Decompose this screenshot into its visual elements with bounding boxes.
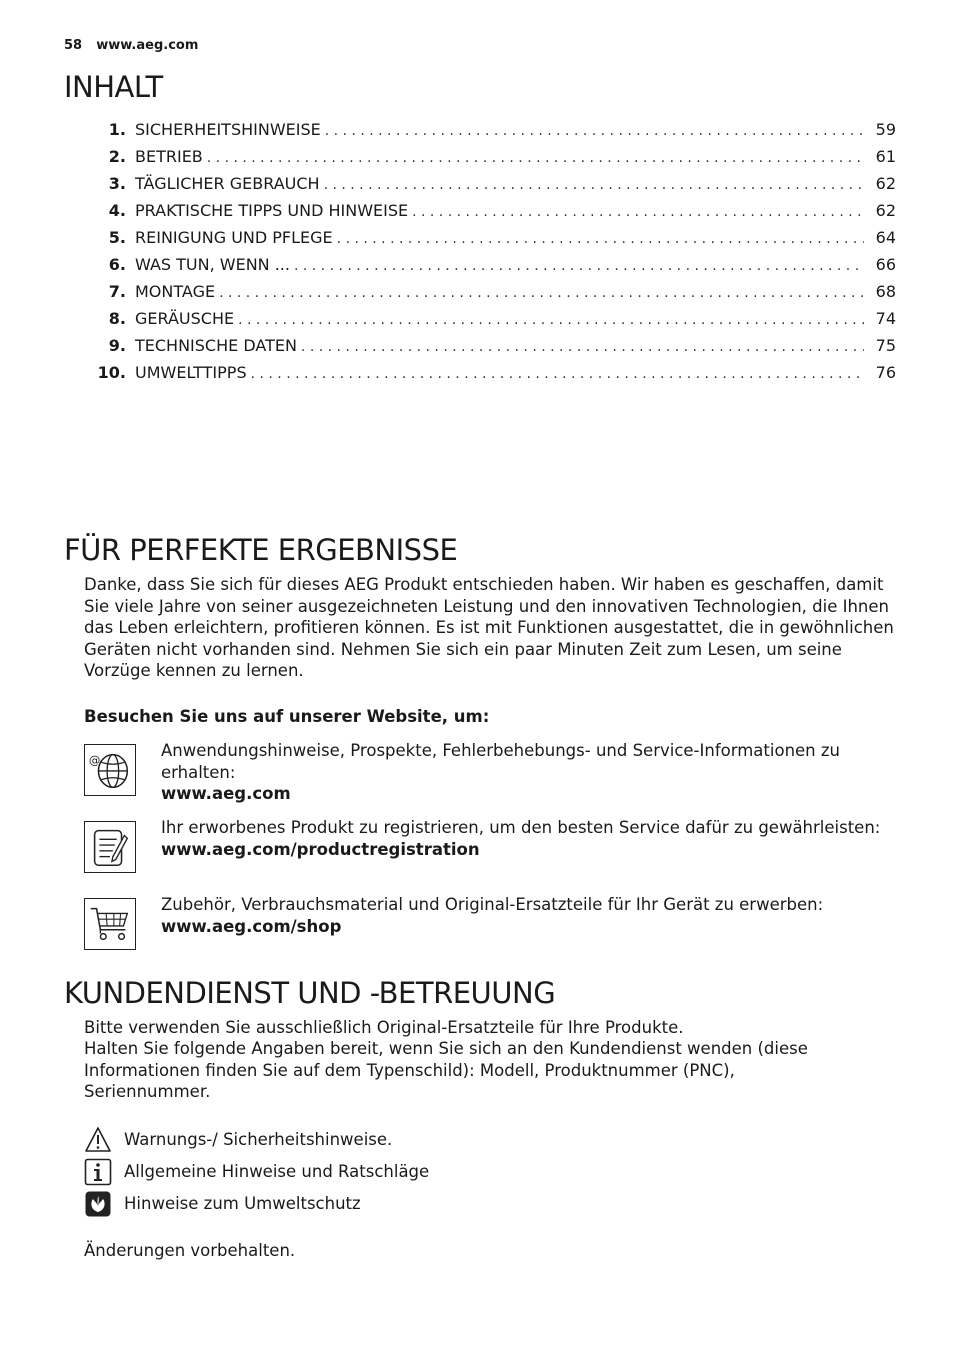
page-number: 58 <box>64 38 83 53</box>
toc-number: 1. <box>108 120 126 139</box>
toc-title: INHALT <box>64 70 163 104</box>
website-link[interactable]: www.aeg.com <box>161 784 291 803</box>
toc-leader-dots <box>294 258 864 274</box>
web-link-description: Ihr erworbenes Produkt zu registrieren, um den besten Service dafür zu gewährleisten: <box>161 818 881 837</box>
shop-link[interactable]: www.aeg.com/shop <box>161 916 342 936</box>
web-link-text <box>161 740 891 805</box>
toc-number: 2. <box>108 147 126 166</box>
toc-item-9[interactable] <box>92 336 896 363</box>
symbol-text: Warnungs-/ Sicherheitshinweise. <box>124 1130 393 1149</box>
toc-entry-title: REINIGUNG UND PFLEGE <box>135 228 333 247</box>
symbol-text: Hinweise zum Umweltschutz <box>124 1194 361 1213</box>
toc-leader-dots <box>325 123 864 139</box>
symbol-text: Allgemeine Hinweise und Ratschläge <box>124 1162 430 1181</box>
header-url[interactable]: www.aeg.com <box>96 38 199 53</box>
toc-entry-title: TECHNISCHE DATEN <box>135 336 297 355</box>
registration-form-icon <box>84 821 136 873</box>
toc-entry-title: BETRIEB <box>135 147 203 166</box>
toc-page-number: 76 <box>875 363 896 382</box>
visit-heading: Besuchen Sie uns auf unserer Website, um: <box>84 707 490 726</box>
globe-icon <box>84 744 136 796</box>
toc-page-number: 59 <box>875 120 896 139</box>
toc-item-6[interactable] <box>92 255 896 282</box>
toc-item-7[interactable] <box>92 282 896 309</box>
service-line-2: Halten Sie folgende Angaben bereit, wenn Sie sich an den Kundendienst wenden (diese Informationen finden Sie auf dem Typenschild): Modell, Produktnummer (PNC), Seriennummer. <box>84 1039 808 1101</box>
toc-entry-title: GERÄUSCHE <box>135 309 235 328</box>
shopping-cart-icon <box>84 898 136 950</box>
toc-item-4[interactable] <box>92 201 896 228</box>
toc-leader-dots <box>238 312 864 328</box>
toc-leader-dots <box>207 150 864 166</box>
toc-page-number: 75 <box>875 336 896 355</box>
info-icon <box>84 1158 112 1186</box>
results-heading: FÜR PERFEKTE ERGEBNISSE <box>64 533 458 567</box>
toc-entry-title: SICHERHEITSHINWEISE <box>135 120 321 139</box>
toc-leader-dots <box>324 177 864 193</box>
toc-item-5[interactable] <box>92 228 896 255</box>
warning-icon <box>84 1126 112 1154</box>
web-link-description: Anwendungshinweise, Prospekte, Fehlerbehebungs- und Service-Informationen zu erhalten: <box>161 741 840 782</box>
results-intro: Danke, dass Sie sich für dieses AEG Produkt entschieden haben. Wir haben es geschaffen, damit Sie viele Jahre von seiner ausgezeichneten Leistung und den innovativen Technologien, die Ihnen das Leben erleichtern, profitieren können. Es ist mit Funktionen ausgestattet, die in gewöhnlichen Geräten nicht vorhanden sind. Nehmen Sie sich ein paar Minuten Zeit zum Lesen, um seine Vorzüge kennen zu lernen. <box>84 575 894 680</box>
web-link-text <box>161 817 891 860</box>
toc-number: 3. <box>108 174 126 193</box>
toc-number: 10. <box>97 363 126 382</box>
svg-text:@: @ <box>88 753 101 768</box>
toc-number: 9. <box>108 336 126 355</box>
toc-number: 7. <box>108 282 126 301</box>
toc-page-number: 66 <box>875 255 896 274</box>
web-link-description: Zubehör, Verbrauchsmaterial und Original-Ersatzteile für Ihr Gerät zu erwerben: <box>161 895 824 914</box>
toc-item-10[interactable] <box>92 363 896 390</box>
toc-entry-title: UMWELTTIPPS <box>135 363 247 382</box>
toc-page-number: 62 <box>875 201 896 220</box>
toc-leader-dots <box>251 366 864 382</box>
footer-note: Änderungen vorbehalten. <box>84 1241 296 1260</box>
toc-leader-dots <box>219 285 864 301</box>
table-of-contents <box>92 120 896 390</box>
toc-page-number: 61 <box>875 147 896 166</box>
toc-page-number: 68 <box>875 282 896 301</box>
toc-item-8[interactable] <box>92 309 896 336</box>
service-heading: KUNDENDIENST UND -BETREUUNG <box>64 976 556 1010</box>
toc-page-number: 62 <box>875 174 896 193</box>
page-header <box>64 38 198 53</box>
toc-number: 8. <box>108 309 126 328</box>
toc-number: 6. <box>108 255 126 274</box>
toc-entry-title: WAS TUN, WENN ... <box>135 255 290 274</box>
toc-number: 5. <box>108 228 126 247</box>
toc-item-3[interactable] <box>92 174 896 201</box>
toc-entry-title: TÄGLICHER GEBRAUCH <box>135 174 320 193</box>
toc-number: 4. <box>108 201 126 220</box>
toc-leader-dots <box>301 339 864 355</box>
toc-item-1[interactable] <box>92 120 896 147</box>
environment-icon <box>84 1190 112 1218</box>
toc-entry-title: PRAKTISCHE TIPPS UND HINWEISE <box>135 201 409 220</box>
toc-leader-dots <box>412 204 864 220</box>
web-link-text <box>161 894 891 937</box>
toc-entry-title: MONTAGE <box>135 282 216 301</box>
toc-leader-dots <box>337 231 864 247</box>
toc-item-2[interactable] <box>92 147 896 174</box>
product-registration-link[interactable]: www.aeg.com/productregistration <box>161 839 480 859</box>
service-line-1: Bitte verwenden Sie ausschließlich Original-Ersatzteile für Ihre Produkte. <box>84 1018 684 1037</box>
toc-page-number: 74 <box>875 309 896 328</box>
toc-page-number: 64 <box>875 228 896 247</box>
